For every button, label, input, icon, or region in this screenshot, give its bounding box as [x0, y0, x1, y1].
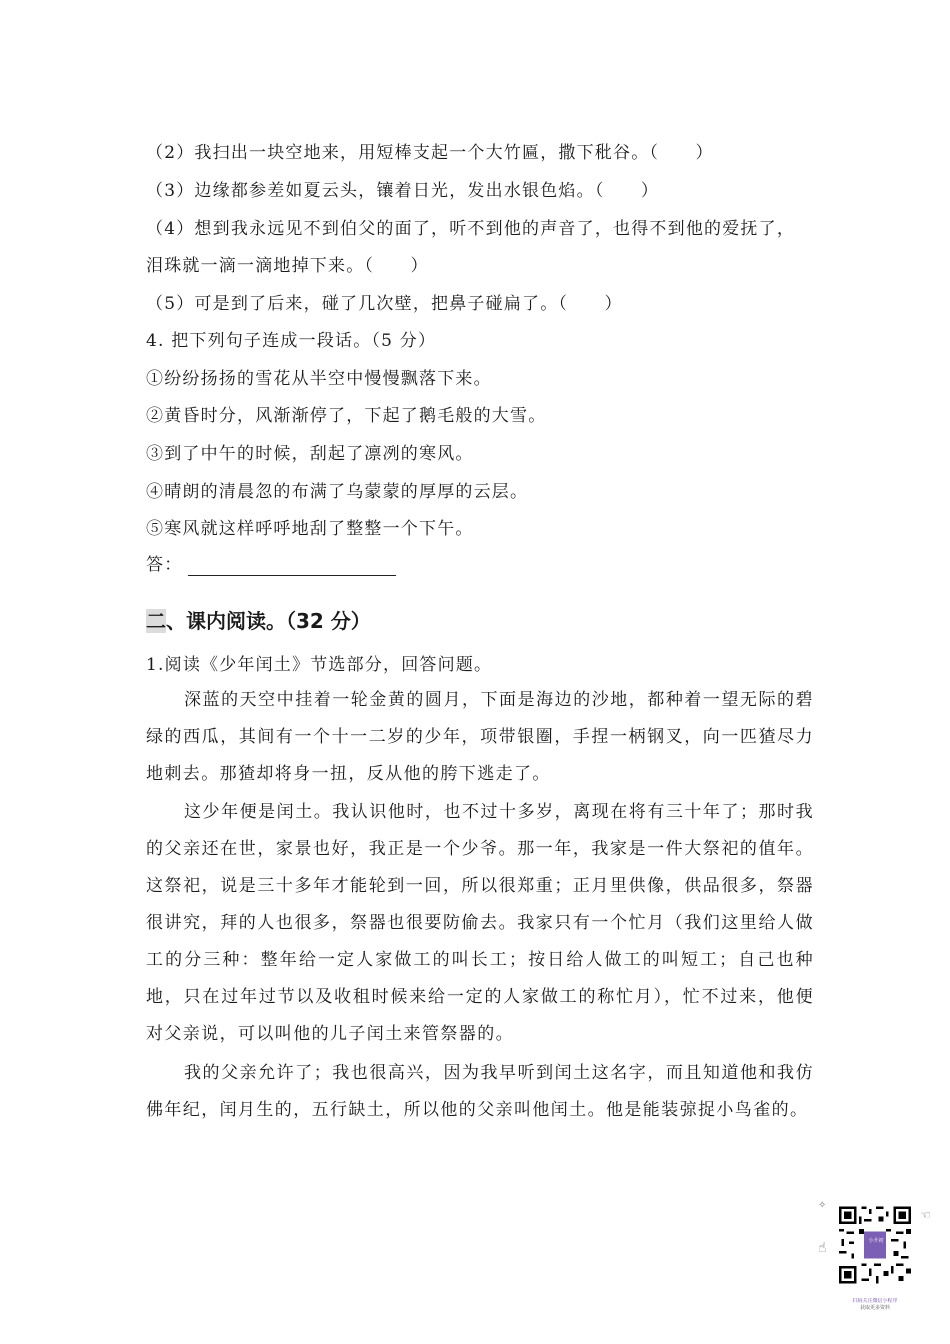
reading-paragraph-2: 这少年便是闰土。我认识他时，也不过十多岁，离现在将有三十年了；那时我的父亲还在世，家景也好，我正是一个少爷。那一年，我家是一件大祭祀的值年。这祭祀，说是三十多年才能轮到一回，所以很郑重；正月里供像，供品很多，祭器很讲究，拜的人也很多，祭器也很要防偷去。我家只有一个忙月（我们这里给人做工的分三种：整年给一定人家做工的叫长工；按日给人做工的叫短工；自己也种地，只在过年过节以及收租时候来给一定的人家做工的称忙月），忙不过来，他便对父亲说，可以叫他的儿子闰土来管祭器的。	[146, 802, 814, 1044]
answer-label: 答：	[146, 555, 183, 575]
question-4-title: 4. 把下列句子连成一段话。（5 分）	[146, 331, 437, 351]
section-2-number: 二	[146, 609, 166, 633]
reading-paragraph-1: 深蓝的天空中挂着一轮金黄的圆月，下面是海边的沙地，都种着一望无际的碧绿的西瓜，其间有一个十一二岁的少年，项带银圈，手捏一柄钢叉，向一匹猹尽力地刺去。那猹却将身一扭，反从他的胯下逃走了。	[146, 690, 814, 784]
question-4-sentence-4: ④晴朗的清晨忽的布满了乌蒙蒙的厚厚的云层。	[146, 482, 529, 502]
sparkle-icon: ✧	[818, 1200, 827, 1211]
pointing-hand-icon-right: ☜	[920, 1208, 931, 1222]
question-4-sentence-5: ⑤寒风就这样呼呼地刮了整整一个下午。	[146, 519, 474, 539]
reading-paragraph-3: 我的父亲允许了；我也很高兴，因为我早听到闰土这名字，而且知道他和我仿佛年纪，闰月生的，五行缺土，所以他的父亲叫他闰土。他是能装弶捉小鸟雀的。	[146, 1063, 814, 1120]
pointing-hand-icon: ☝	[818, 1240, 827, 1256]
qr-caption-line-2: 获取更多资料	[859, 1305, 890, 1311]
question-4-sentence-1: ①纷纷扬扬的雪花从半空中慢慢飘落下来。	[146, 369, 492, 389]
answer-blank[interactable]	[188, 557, 396, 576]
question-3-item-5: （5）可是到了后来，碰了几次壁，把鼻子碰扁了。（ ）	[146, 294, 623, 314]
qr-caption-line-1: 扫码关注微信小程序	[852, 1298, 898, 1304]
qr-promo	[818, 1200, 936, 1330]
section-2-title	[146, 608, 371, 634]
question-3-item-3: （3）边缘都参差如夏云头，镶着日光，发出水银色焰。（ ）	[146, 181, 660, 201]
question-3-item-4-continued: 泪珠就一滴一滴地掉下来。（ ）	[146, 256, 429, 276]
question-3-item-4: （4）想到我永远见不到伯父的面了，听不到他的声音了，也得不到他的爱抚了，	[146, 219, 796, 239]
qr-code-icon[interactable]	[836, 1204, 914, 1286]
qr-caption	[826, 1298, 924, 1312]
section-2-heading: 、课内阅读。（32 分）	[166, 609, 371, 633]
question-4-sentence-3: ③到了中午的时候，刮起了凛冽的寒风。	[146, 444, 474, 464]
answer-row	[146, 554, 396, 576]
question-4-sentence-2: ②黄昏时分，风渐渐停了，下起了鹅毛般的大雪。	[146, 406, 547, 426]
reading-1-prompt: 1.阅读《少年闰土》节选部分，回答问题。	[146, 655, 493, 675]
qr-center-badge: 小升初	[868, 1238, 884, 1244]
question-3-item-2: （2）我扫出一块空地来，用短棒支起一个大竹匾，撒下秕谷。（ ）	[146, 143, 714, 163]
